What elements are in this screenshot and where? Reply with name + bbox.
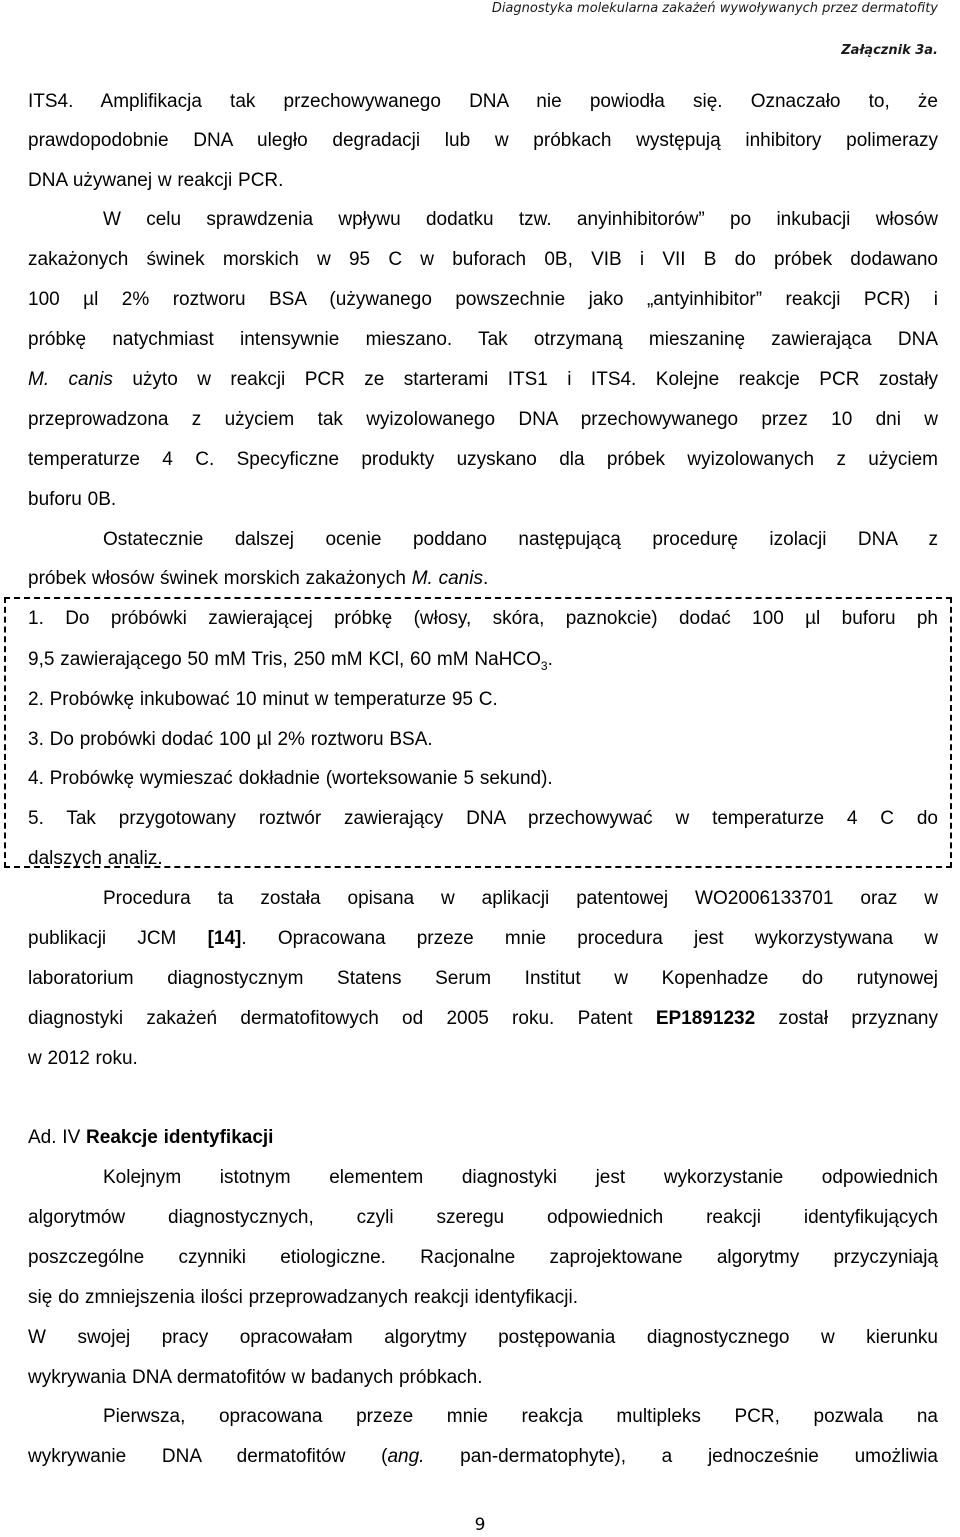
procedure-step-3: 3. Do probówki dodać 100 µl 2% roztworu BSA. <box>28 729 433 750</box>
section-heading <box>28 1126 938 1150</box>
text-span: diagnostyki zakażeń dermatofitowych od 2005 roku. Patent <box>28 1008 656 1029</box>
procedure-step-1: 1. Do próbówki zawierającej próbkę (włosy, skóra, paznokcie) dodać 100 µl buforu ph <box>28 608 938 629</box>
running-header: Diagnostyka molekularna zakażeń wywoływanych przez dermatofity <box>491 1 938 16</box>
italic-term: ang. <box>387 1446 425 1467</box>
text-line: wykrywania DNA dermatofitów w badanych próbkach. <box>28 1367 483 1388</box>
text-line: ITS4. Amplifikacja tak przechowywanego DNA nie powiodła się. Oznaczało to, że <box>28 91 938 112</box>
text-line: próbkę natychmiast intensywnie mieszano. Tak otrzymaną mieszaninę zawierająca DNA <box>28 329 938 350</box>
text-line: przeprowadzona z użyciem tak wyizolowanego DNA przechowywanego przez 10 dni w <box>28 409 938 430</box>
text-span: użyto w reakcji PCR ze starterami ITS1 i ITS4. Kolejne reakcje PCR zostały <box>112 369 938 390</box>
text-line: 100 µl 2% roztworu BSA (używanego powszechnie jako „antyinhibitor” reakcji PCR) i <box>28 289 938 310</box>
text-line <box>28 1007 938 1031</box>
species-name: M. canis <box>411 568 483 589</box>
text-line: temperaturze 4 C. Specyficzne produkty uzyskano dla próbek wyizolowanych z użyciem <box>28 449 938 470</box>
citation: [14] <box>207 928 242 949</box>
text-line: prawdopodobnie DNA uległo degradacji lub w próbkach występują inhibitory polimerazy <box>28 130 938 151</box>
text-line: zakażonych świnek morskich w 95 C w buforach 0B, VIB i VII B do próbek dodawano <box>28 249 938 270</box>
text-line: poszczególne czynniki etiologiczne. Racjonalne zaprojektowane algorytmy przyczyniają <box>28 1247 938 1268</box>
procedure-step-5: 5. Tak przygotowany roztwór zawierający DNA przechowywać w temperaturze 4 C do <box>28 808 938 829</box>
procedure-step-4: 4. Probówkę wymieszać dokładnie (worteksowanie 5 sekund). <box>28 768 553 789</box>
page-number: 9 <box>474 1515 486 1535</box>
procedure-step-2: 2. Probówkę inkubować 10 minut w temperaturze 95 C. <box>28 689 498 710</box>
section-number: Ad. IV <box>28 1127 87 1148</box>
text-span: . <box>547 649 553 670</box>
species-name: M. canis <box>28 369 113 390</box>
text-line: W swojej pracy opracowałam algorytmy postępowania diagnostycznego w kierunku <box>28 1327 938 1348</box>
text-line: Ostatecznie dalszej ocenie poddano następującą procedurę izolacji DNA z <box>103 529 938 550</box>
text-line <box>28 1445 938 1469</box>
subscript: 3 <box>540 658 548 672</box>
appendix-label: Załącznik 3a. <box>841 43 938 58</box>
section-title: Reakcje identyfikacji <box>86 1127 274 1148</box>
text-line: Procedura ta została opisana w aplikacji patentowej WO2006133701 oraz w <box>103 888 938 909</box>
text-span: 9,5 zawierającego 50 mM Tris, 250 mM KCl, 60 mM NaHCO <box>28 649 541 670</box>
text-line <box>28 927 938 951</box>
text-line: DNA używanej w reakcji PCR. <box>28 170 284 191</box>
text-span: został przyznany <box>755 1008 938 1029</box>
text-line: Pierwsza, opracowana przeze mnie reakcja multipleks PCR, pozwala na <box>103 1406 938 1427</box>
text-line: w 2012 roku. <box>28 1048 138 1069</box>
text-span: publikacji JCM <box>28 928 208 949</box>
text-span: . <box>482 568 489 589</box>
procedure-step-1-cont <box>28 648 938 672</box>
text-line: się do zmniejszenia ilości przeprowadzanych reakcji identyfikacji. <box>28 1287 579 1308</box>
text-line: laboratorium diagnostycznym Statens Serum Institut w Kopenhadze do rutynowej <box>28 968 938 989</box>
text-line: W celu sprawdzenia wpływu dodatku tzw. anyinhibitorów” po inkubacji włosów <box>103 209 938 230</box>
text-span: wykrywanie DNA dermatofitów ( <box>28 1446 388 1467</box>
text-line: buforu 0B. <box>28 489 117 510</box>
text-span: pan-dermatophyte), a jednocześnie umożliwia <box>424 1446 938 1467</box>
procedure-step-5-cont: dalszych analiz. <box>28 848 163 869</box>
patent-number: EP1891232 <box>655 1008 756 1029</box>
text-line: algorytmów diagnostycznych, czyli szeregu odpowiednich reakcji identyfikujących <box>28 1207 938 1228</box>
text-line <box>28 368 938 392</box>
text-line: Kolejnym istotnym elementem diagnostyki jest wykorzystanie odpowiednich <box>103 1167 938 1188</box>
text-span: . Opracowana przeze mnie procedura jest wykorzystywana w <box>241 928 938 949</box>
text-line <box>28 567 938 591</box>
text-span: próbek włosów świnek morskich zakażonych <box>28 568 412 589</box>
